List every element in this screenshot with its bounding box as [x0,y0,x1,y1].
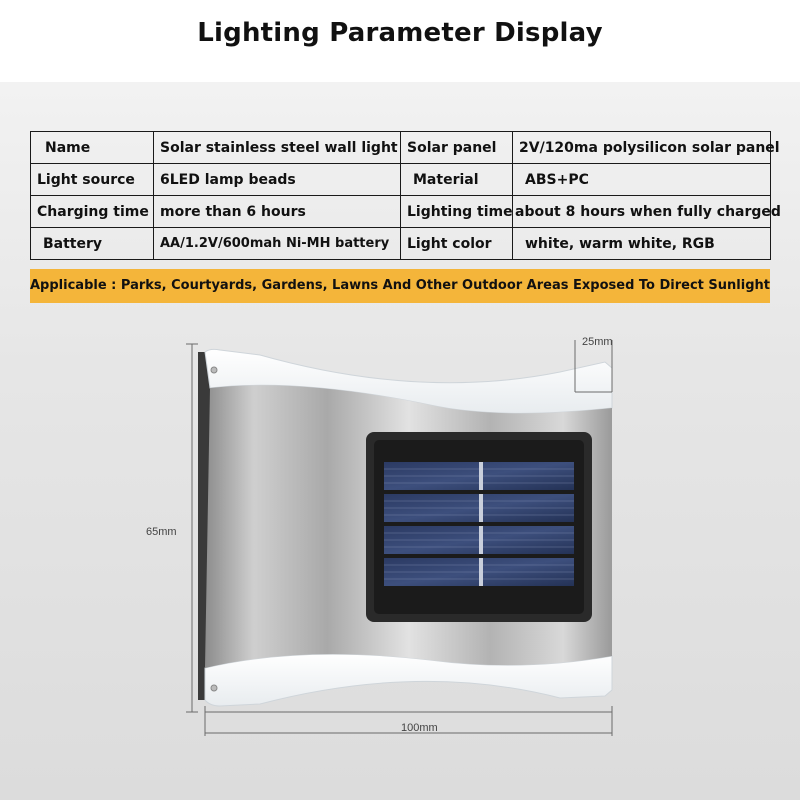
table-row [31,196,771,228]
applicable-banner: Applicable : Parks, Courtyards, Gardens, Lawns And Other Outdoor Areas Exposed To Direct Sunlight [30,269,770,303]
param-label: Light source [31,164,154,196]
param-value: ABS+PC [513,164,771,196]
param-label: Charging time [31,196,154,228]
param-value: Solar stainless steel wall light [154,132,401,164]
product-illustration [0,310,800,800]
param-value: 2V/120ma polysilicon solar panel [513,132,771,164]
param-label: Lighting time [401,196,513,228]
param-value: 6LED lamp beads [154,164,401,196]
param-value: more than 6 hours [154,196,401,228]
table-row [31,132,771,164]
width-dimension-label: 100mm [401,722,438,734]
table-row [31,164,771,196]
param-value: white, warm white, RGB [513,228,771,260]
screw-icon [211,685,217,691]
param-label: Battery [31,228,154,260]
page-title: Lighting Parameter Display [197,18,603,48]
param-label: Solar panel [401,132,513,164]
screw-icon [211,367,217,373]
header [0,0,800,82]
param-label: Name [31,132,154,164]
param-label: Material [401,164,513,196]
param-label: Light color [401,228,513,260]
height-dimension-label: 65mm [146,526,177,538]
param-value: about 8 hours when fully charged [513,196,771,228]
param-value: AA/1.2V/600mah Ni-MH battery [154,228,401,260]
depth-dimension-label: 25mm [582,336,613,348]
parameter-table [30,131,781,260]
table-row [31,228,771,260]
